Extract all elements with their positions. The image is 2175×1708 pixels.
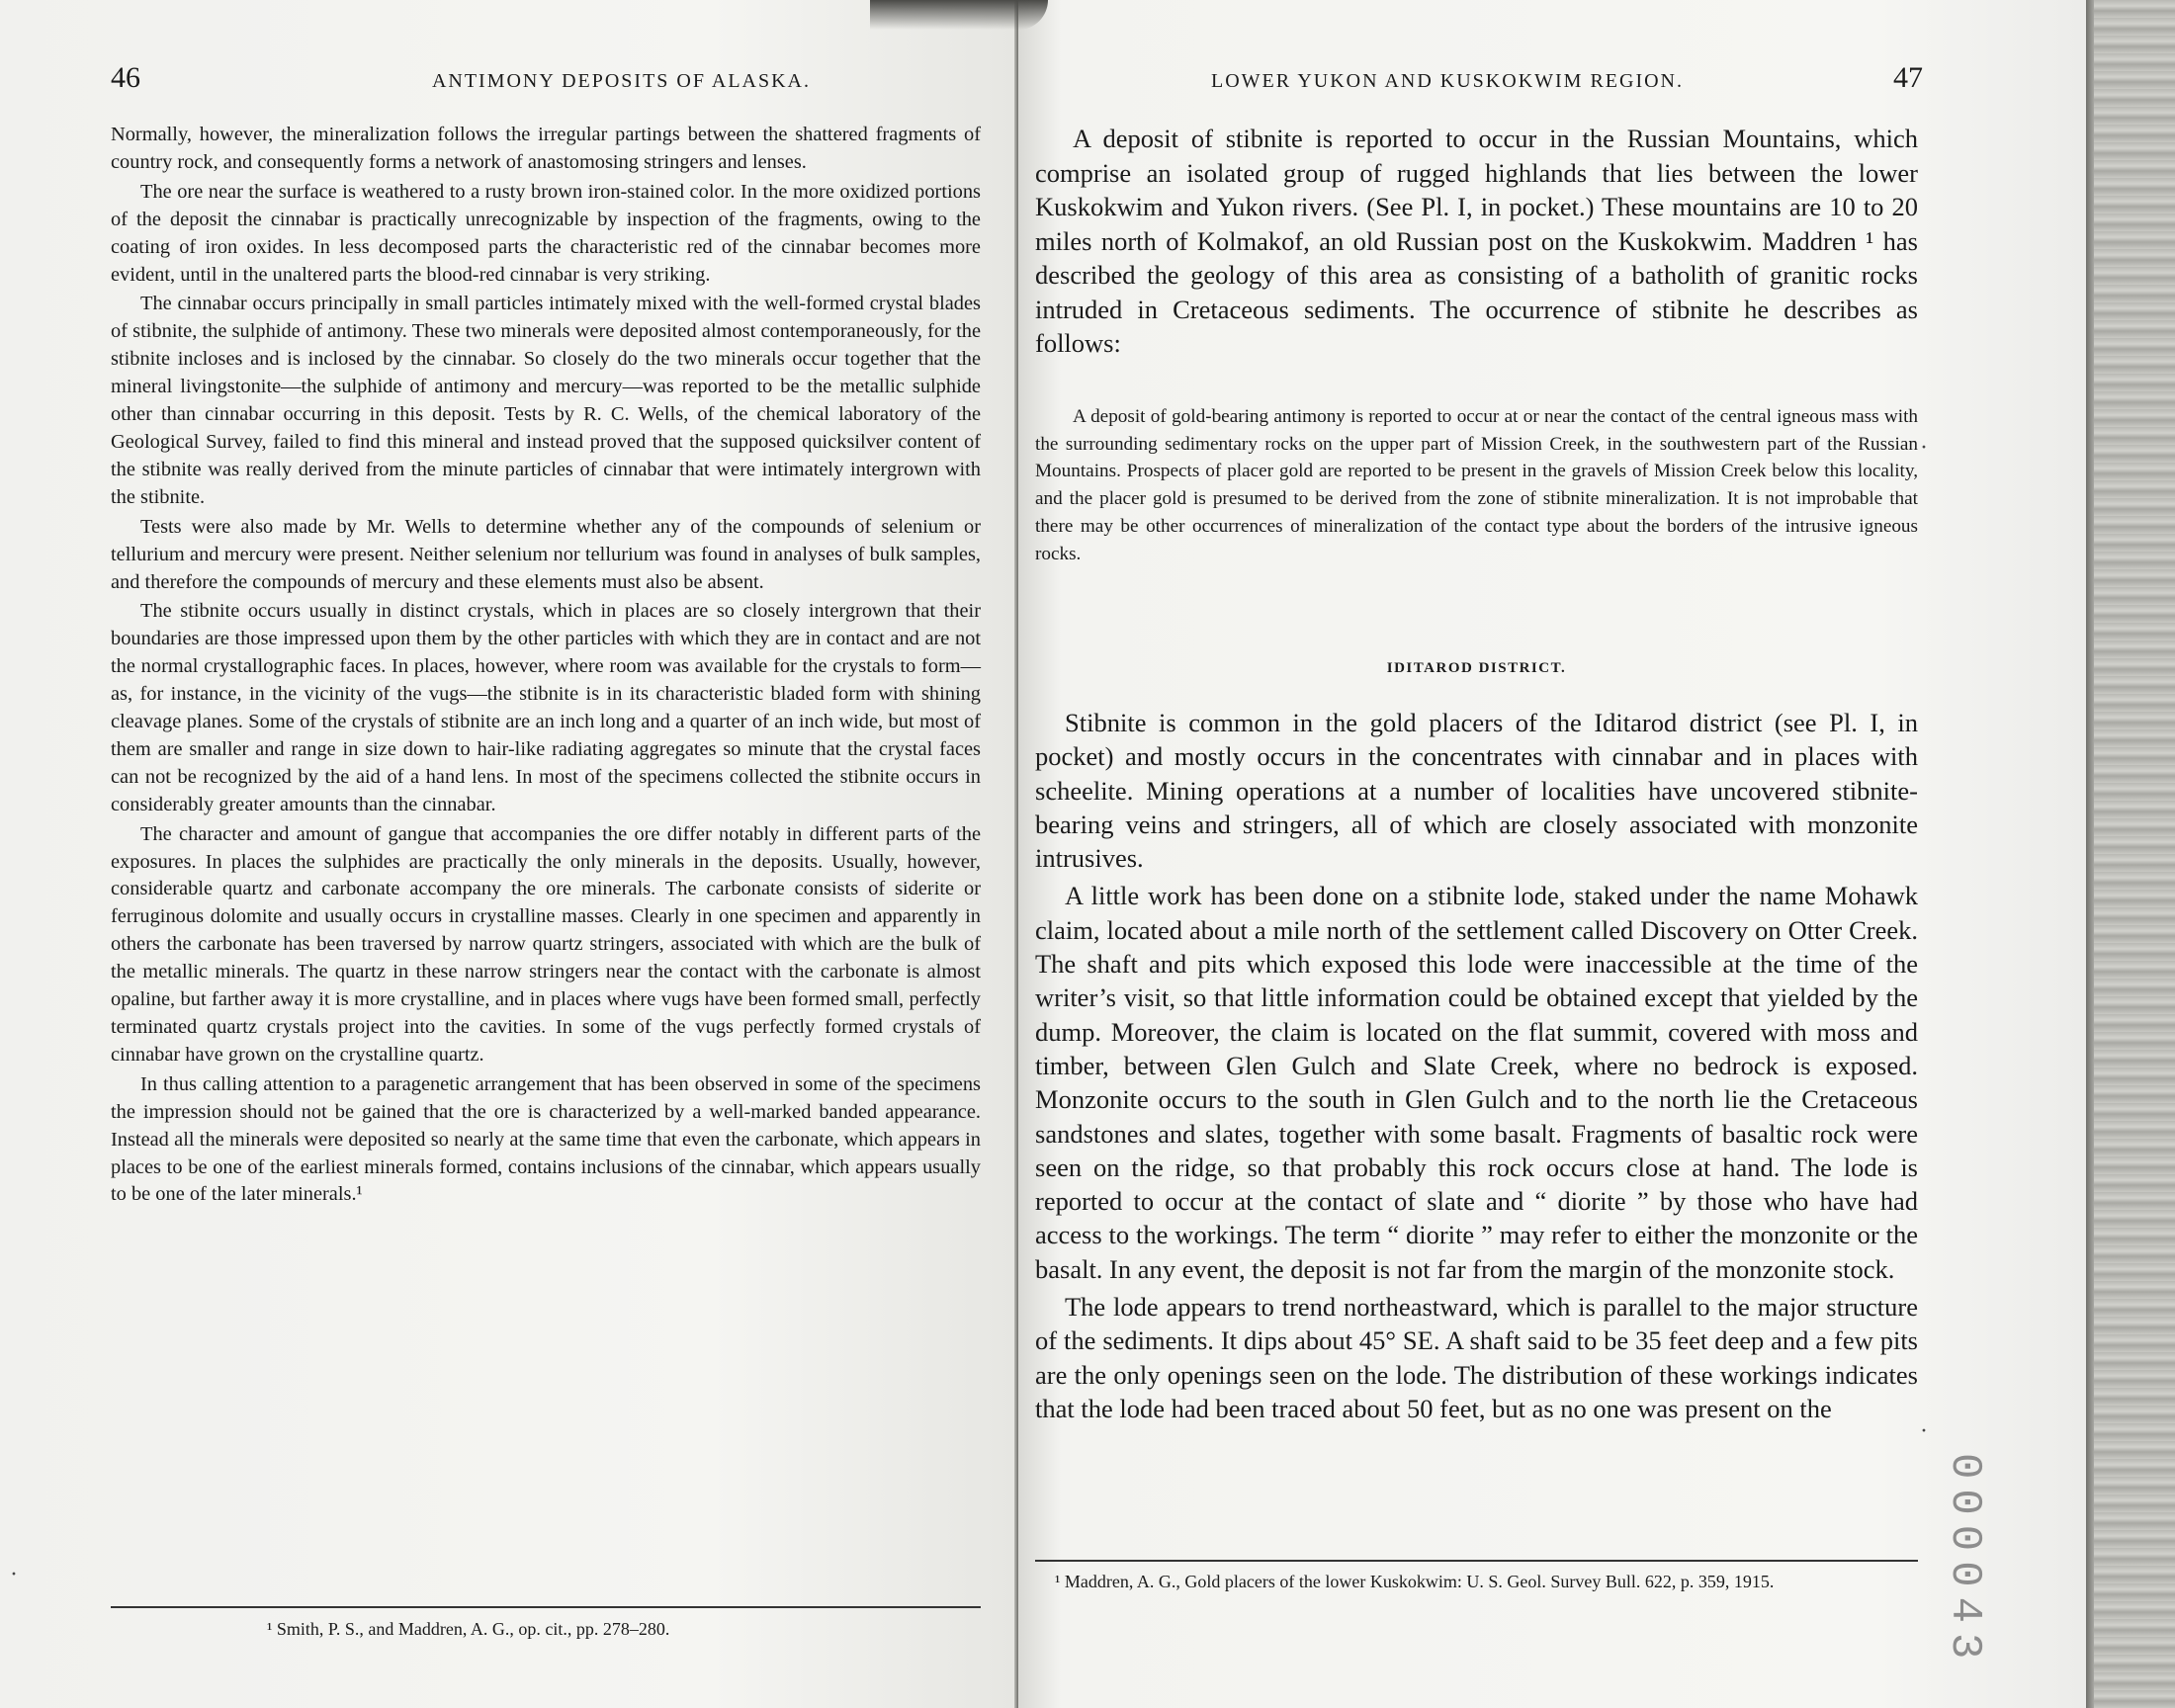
stray-mark: ·: [1920, 435, 1928, 461]
footnote: ¹ Maddren, A. G., Gold placers of the lower Kuskokwim: U. S. Geol. Survey Bull. 622, p. 359, 1915.: [1055, 1572, 1775, 1591]
document-number-stamp: 000043: [1940, 1453, 1989, 1669]
right-page-header: [1211, 61, 1923, 97]
section-heading: IDITAROD DISTRICT.: [1386, 660, 1567, 676]
paragraph: Normally, however, the mineralization follows the irregular partings between the shattered fragments of country rock, and consequently forms a network of anastomosing stringers and lenses.: [111, 124, 981, 173]
page-number: 47: [1893, 61, 1923, 94]
paragraph: A little work has been done on a stibnite lode, staked under the name Mohawk claim, located about a mile north of the settlement called Discovery on Otter Creek. The shaft and pits which exposed this lode were inaccessible at the time of the writer’s visit, so that little information could be obtained except that yielded by the dump. Moreover, the claim is located on the flat summit, covered with moss and timber, between Glen Gulch and Slate Creek, where no bedrock is exposed. Monzonite occurs to the south in Glen Gulch and to the north lie the Cretaceous sandstones and slates, together with some basalt. Fragments of basaltic rock were seen on the ridge, so that probably this rock occurs close at hand. The lode is reported to occur at the contact of slate and “ diorite ” by those who have had access to the workings. The term “ diorite ” may refer to either the monzonite or the basalt. In any event, the deposit is not far from the margin of the monzonite stock.: [1035, 881, 1918, 1284]
running-head: LOWER YUKON AND KUSKOKWIM REGION.: [1211, 70, 1685, 92]
paragraph: A deposit of stibnite is reported to occur in the Russian Mountains, which comprise an isolated group of rugged highlands that lies between the lower Kuskokwim and Yukon rivers. (See Pl. I, in pocket.) These mountains are 10 to 20 miles north of Kolmakof, an old Russian post on the Kuskokwim. Maddren ¹ has described the geology of this area as consisting of a batholith of granitic rocks intruded in Cretaceous sediments. The occurrence of stibnite he describes as follows:: [1035, 124, 1918, 358]
left-page-header: [111, 61, 989, 97]
quotation: [1035, 403, 1918, 567]
left-page: [0, 0, 1018, 1708]
paragraph: Tests were also made by Mr. Wells to determine whether any of the compounds of selenium or tellurium and mercury were present. Neither selenium nor tellurium was found in analyses of bulk samples, and therefore the compounds of mercury and these elements must also be absent.: [111, 515, 981, 593]
paragraph: The stibnite occurs usually in distinct crystals, which in places are so closely intergrown that their boundaries are those impressed upon them by the other particles with which they are in contact and are not the normal crystallographic faces. In places, however, where room was available for the crystals to form—as, for instance, in the vicinity of the vugs—the stibnite is in its characteristic bladed form with shining cleavage planes. Some of the crystals of stibnite are an inch long and a quarter of an inch wide, but most of them are smaller and range in size down to hair-like radiating aggregates so minute that the crystal faces can not be recognized by the aid of a hand lens. In most of the specimens collected the stibnite occurs in considerably greater amounts than the cinnabar.: [111, 600, 981, 815]
page-edge: [2086, 0, 2175, 1708]
scan-shadow: [870, 0, 1048, 30]
paragraph: In thus calling attention to a paragenetic arrangement that has been observed in some of the specimens the impression should not be gained that the ore is characterized by a well-marked banded appearance. Instead all the minerals were deposited so nearly at the same time that even the carbonate, which appears in places to be one of the earliest minerals formed, contains inclusions of the cinnabar, which appears usually to be one of the later minerals.¹: [111, 1072, 981, 1206]
paragraph: The character and amount of gangue that accompanies the ore differ notably in different parts of the exposures. In places the sulphides are practically the only minerals in the deposits. Usually, however, considerable quartz and carbonate accompany the ore minerals. The carbonate consists of siderite or ferruginous dolomite and usually occurs in crystalline masses. Clearly in one specimen and apparently in others the carbonate has been traversed by narrow quartz stringers, associated with which are the bulk of the metallic minerals. The quartz in these narrow stringers near the contact with the carbonate is almost opaline, but farther away it is more crystalline, and in places where vugs have been formed small, perfectly terminated quartz crystals project into the cavities. In some of the vugs perfectly formed crystals of cinnabar have grown on the crystalline quartz.: [111, 822, 981, 1066]
paragraph: Stibnite is common in the gold placers of the Iditarod district (see Pl. I, in pocket) and mostly occurs in the concentrates with cinnabar and in places with scheelite. Mining operations at a number of localities have uncovered stibnite-bearing veins and stringers, all of which are closely associated with monzonite intrusives.: [1035, 708, 1918, 874]
right-page-intro: [1035, 122, 1918, 361]
right-page-body: [1035, 706, 1918, 1429]
paragraph: The cinnabar occurs principally in small particles intimately mixed with the well-formed crystal blades of stibnite, the sulphide of antimony. These two minerals were deposited almost contemporaneously, for the stibnite incloses and is inclosed by the cinnabar. So closely do the two minerals occur together that the mineral livingstonite—the sulphide of antimony and mercury—was reported to be the metallic sulphide other than cinnabar occurring in this deposit. Tests by R. C. Wells, of the chemical laboratory of the Geological Survey, failed to find this mineral and instead proved that the supposed quicksilver content of the stibnite was really derived from the minute particles of cinnabar that were intimately intergrown with the stibnite.: [111, 293, 981, 508]
stray-mark: ·: [1920, 1418, 1928, 1444]
paragraph: The ore near the surface is weathered to a rusty brown iron-stained color. In the more oxidized portions of the deposit the cinnabar is practically unrecognizable by inspection of the fragments, owing to the coating of iron oxides. In less decomposed parts the characteristic red of the cinnabar becomes more evident, until in the unaltered parts the blood-red cinnabar is very striking.: [111, 180, 981, 286]
footnote-rule: [1035, 1560, 1918, 1562]
page-number: 46: [111, 61, 140, 94]
running-head: ANTIMONY DEPOSITS OF ALASKA.: [431, 70, 811, 92]
footnote: ¹ Smith, P. S., and Maddren, A. G., op. cit., pp. 278–280.: [267, 1619, 670, 1639]
quotation-text: A deposit of gold-bearing antimony is reported to occur at or near the contact of the central igneous mass with the surrounding sedimentary rocks on the upper part of Mission Creek, in the southwestern part of the Russian Mountains. Prospects of placer gold are reported to be present in the gravels of Mission Creek below this locality, and the placer gold is presumed to be derived from the zone of stibnite mineralization. It is not improbable that there may be other occurrences of mineralization of the contact type about the borders of the intrusive igneous rocks.: [1035, 406, 1918, 564]
paragraph: The lode appears to trend northeastward, which is parallel to the major structure of the sediments. It dips about 45° SE. A shaft said to be 35 feet deep and a few pits are the only openings seen on the lode. The distribution of these workings indicates that the lode had been traced about 50 feet, but as no one was present on the: [1035, 1292, 1918, 1423]
footnote-rule: [111, 1606, 981, 1608]
stray-mark: ·: [10, 1562, 18, 1587]
left-page-body: [111, 122, 981, 1211]
